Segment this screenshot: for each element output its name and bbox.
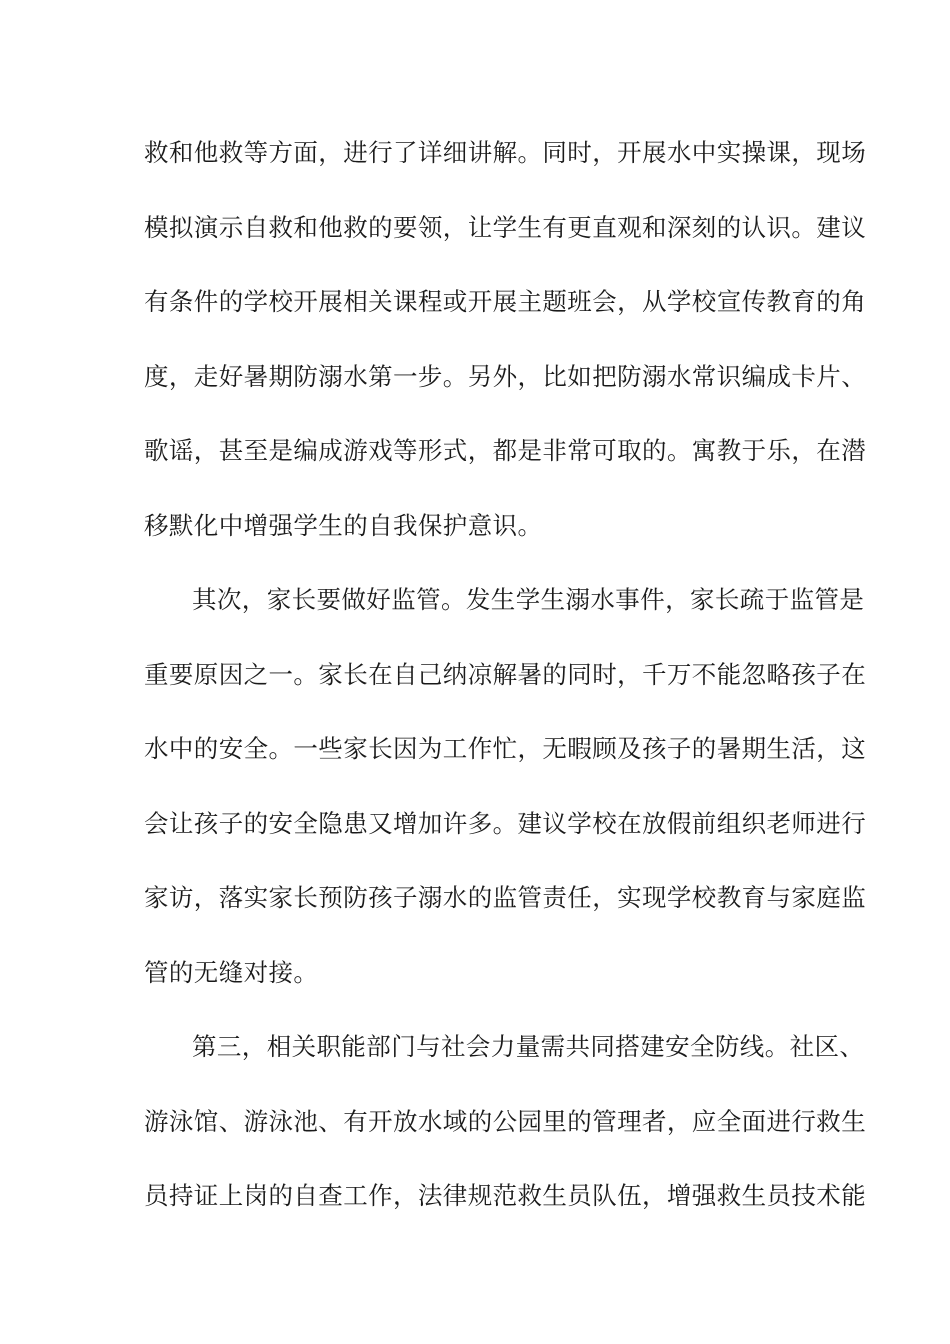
text-line: 移默化中增强学生的自我保护意识。 — [144, 510, 543, 540]
text-line: 会让孩子的安全隐患又增加许多。建议学校在放假前组织老师进行 — [144, 808, 867, 838]
text-line: 员持证上岗的自查工作，法律规范救生员队伍，增强救生员技术能 — [144, 1181, 867, 1210]
text-line: 家访，落实家长预防孩子溺水的监管责任，实现学校教育与家庭监 — [144, 883, 867, 912]
text-line: 管的无缝对接。 — [144, 957, 319, 987]
body-text — [144, 128, 867, 1246]
text-line: 救和他救等方面，进行了详细讲解。同时，开展水中实操课，现场 — [144, 138, 867, 167]
text-line: 水中的安全。一些家长因为工作忙，无暇顾及孩子的暑期生活，这 — [144, 734, 867, 763]
text-line: 歌谣，甚至是编成游戏等形式，都是非常可取的。寓教于乐，在潜 — [144, 436, 867, 465]
text-line: 第三，相关职能部门与社会力量需共同搭建安全防线。社区、 — [192, 1032, 865, 1061]
text-line: 有条件的学校开展相关课程或开展主题班会，从学校宣传教育的角 — [144, 287, 867, 316]
text-line: 度，走好暑期防溺水第一步。另外，比如把防溺水常识编成卡片、 — [144, 361, 867, 391]
text-line: 模拟演示自救和他救的要领，让学生有更直观和深刻的认识。建议 — [144, 212, 867, 242]
text-line: 游泳馆、游泳池、有开放水域的公园里的管理者，应全面进行救生 — [144, 1106, 867, 1136]
text-line: 其次，家长要做好监管。发生学生溺水事件，家长疏于监管是 — [192, 585, 865, 614]
text-line: 重要原因之一。家长在自己纳凉解暑的同时，千万不能忽略孩子在 — [144, 659, 867, 689]
